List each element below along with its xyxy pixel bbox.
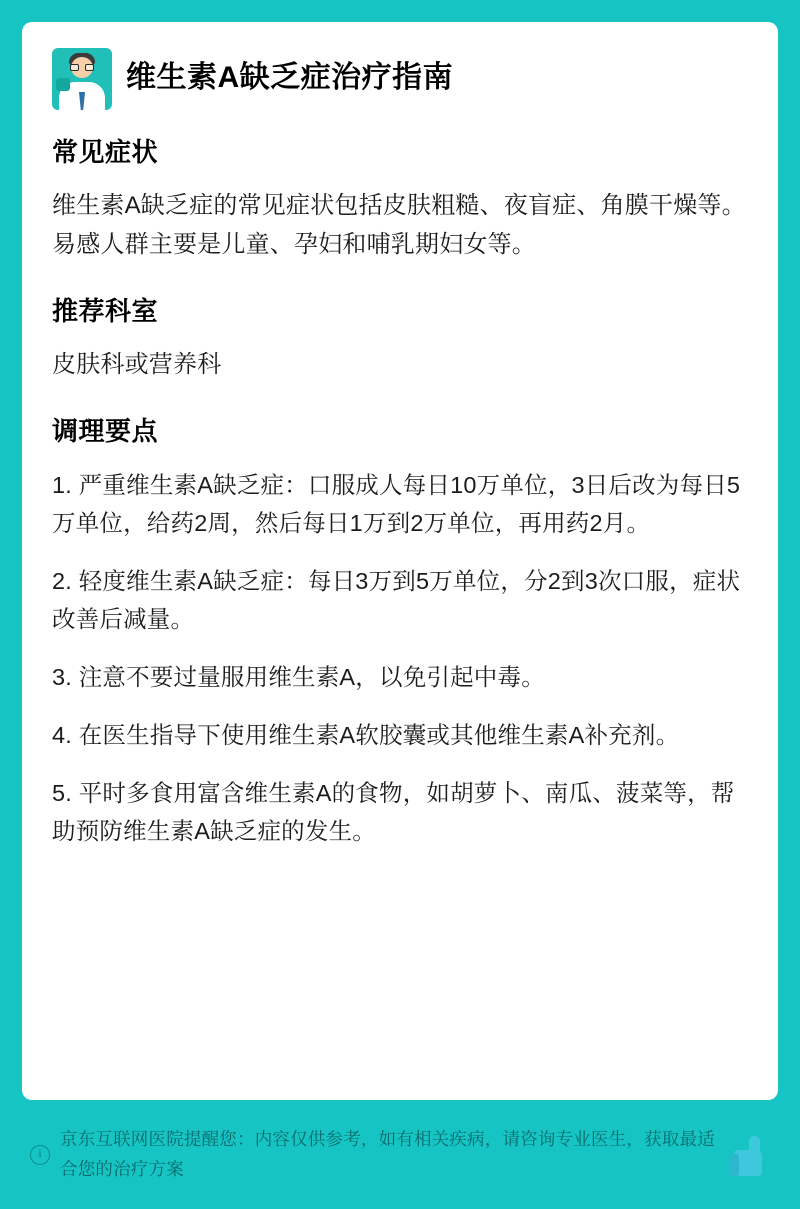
avatar-glasses bbox=[70, 64, 94, 71]
doctor-avatar-icon bbox=[52, 48, 112, 110]
content-card bbox=[22, 22, 778, 1100]
section-text-symptoms: 维生素A缺乏症的常见症状包括皮肤粗糙、夜盲症、角膜干燥等。易感人群主要是儿童、孕妇和哺乳期妇女等。 bbox=[52, 192, 746, 258]
section-heading-symptoms: 常见症状 bbox=[52, 137, 159, 167]
list-item: 1. 严重维生素A缺乏症：口服成人每日10万单位，3日后改为每日5万单位，给药2周，然后每日1万到2万单位，再用药2月。 bbox=[52, 471, 741, 536]
list-item: 5. 平时多食用富含维生素A的食物，如胡萝卜、南瓜、菠菜等，帮助预防维生素A缺乏症的发生。 bbox=[52, 780, 735, 845]
avatar-badge bbox=[56, 78, 70, 91]
list-item: 3. 注意不要过量服用维生素A，以免引起中毒。 bbox=[52, 663, 545, 690]
section-text-department: 皮肤科或营养科 bbox=[52, 350, 222, 378]
footer-disclaimer bbox=[22, 1100, 778, 1209]
thumbs-up-icon[interactable] bbox=[730, 1134, 770, 1176]
page-title: 维生素A缺乏症治疗指南 bbox=[126, 61, 454, 94]
points-list bbox=[52, 466, 748, 851]
section-heading-points: 调理要点 bbox=[52, 415, 159, 446]
header bbox=[52, 48, 748, 110]
list-item: 4. 在医生指导下使用维生素A软胶囊或其他维生素A补充剂。 bbox=[52, 721, 680, 748]
info-icon: i bbox=[30, 1145, 50, 1165]
footer-text: 京东互联网医院提醒您：内容仅供参考，如有相关疾病，请咨询专业医生，获取最适合您的治疗方案 bbox=[60, 1128, 715, 1179]
list-item: 2. 轻度维生素A缺乏症：每日3万到5万单位，分2到3次口服，症状改善后减量。 bbox=[52, 567, 741, 632]
section-heading-department: 推荐科室 bbox=[52, 295, 159, 326]
thumb-cuff-part bbox=[730, 1154, 739, 1176]
